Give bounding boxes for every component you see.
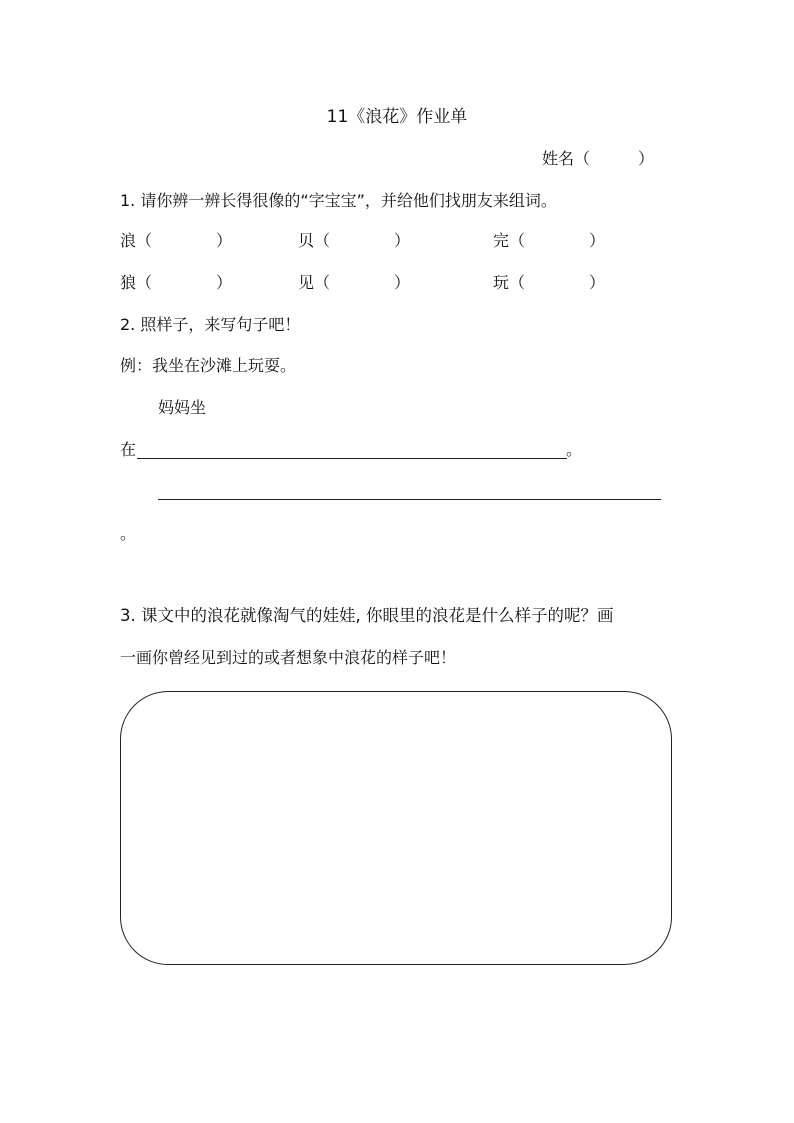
q2-line1-period: 。 (566, 440, 583, 459)
q1-char-lang-wolf (120, 273, 232, 293)
q2-sentence-start: 妈妈坐 (158, 398, 207, 417)
q1-answer-blank[interactable]: （ ） (509, 273, 606, 292)
q2-example: 例：我坐在沙滩上玩耍。 (120, 356, 297, 375)
q1-char-bei (298, 231, 410, 251)
q1-char-lang (120, 231, 232, 251)
q1-char: 见 (298, 273, 315, 292)
q2-answer-line-2[interactable] (158, 499, 661, 500)
question-2-prompt: 2. 照样子，来写句子吧！ (120, 315, 301, 334)
q1-char: 完 (493, 231, 510, 250)
q1-answer-blank[interactable]: （ ） (136, 273, 233, 292)
q1-char-jian (298, 273, 410, 293)
question-1-prompt: 1. 请你辨一辨长得很像的“字宝宝”，并给他们找朋友来组词。 (120, 191, 557, 210)
drawing-area[interactable] (120, 691, 672, 965)
q1-answer-blank[interactable]: （ ） (314, 231, 411, 250)
page-title: 11《浪花》作业单 (326, 107, 468, 127)
question-3-line-2: 一画你曾经见到过的或者想象中浪花的样子吧！ (120, 648, 457, 667)
q1-char: 狼 (120, 273, 137, 292)
q2-line3-period: 。 (120, 524, 137, 543)
q2-line1-prefix: 在 (120, 440, 137, 459)
q1-char-wan (493, 231, 605, 251)
q1-char: 浪 (120, 231, 137, 250)
name-field[interactable]: 姓名（ ） (542, 149, 655, 168)
question-3-line-1: 3. 课文中的浪花就像淘气的娃娃, 你眼里的浪花是什么样子的呢？画 (120, 606, 614, 625)
q1-char: 贝 (298, 231, 315, 250)
q1-char: 玩 (493, 273, 510, 292)
q1-answer-blank[interactable]: （ ） (136, 231, 233, 250)
q2-answer-line-1[interactable] (137, 458, 567, 459)
q1-char-wan-play (493, 273, 605, 293)
q1-answer-blank[interactable]: （ ） (314, 273, 411, 292)
q1-answer-blank[interactable]: （ ） (509, 231, 606, 250)
